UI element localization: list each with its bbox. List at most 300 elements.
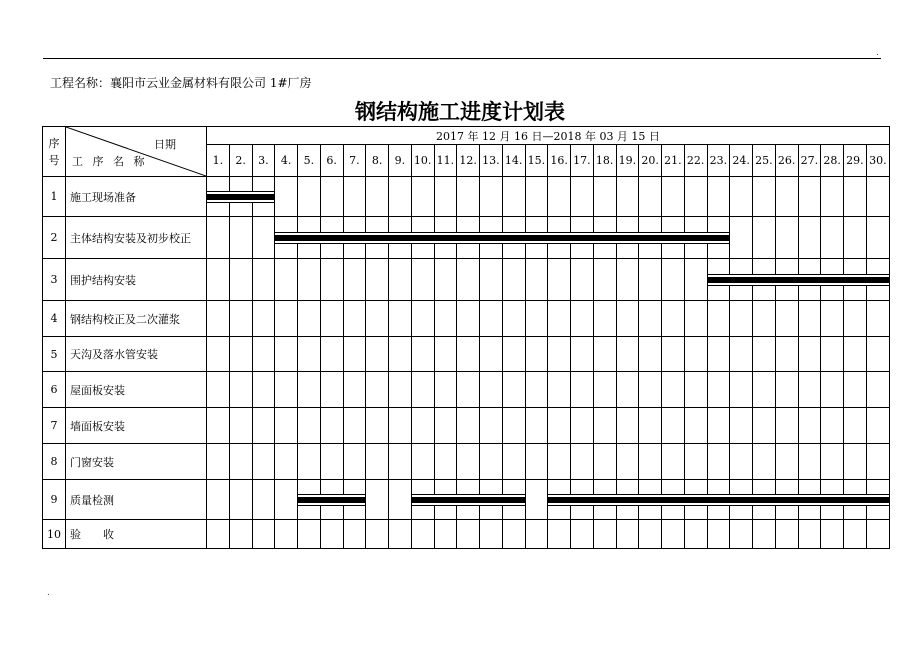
day-cell — [844, 408, 867, 444]
day-cell — [548, 520, 571, 549]
day-cell — [753, 177, 776, 217]
day-cell — [707, 444, 730, 480]
gantt-bar — [207, 194, 275, 200]
day-cell — [707, 520, 730, 549]
day-cell — [298, 444, 321, 480]
day-cell — [275, 259, 298, 301]
day-cell — [821, 301, 844, 337]
gantt-bar — [411, 497, 525, 503]
day-cell — [844, 372, 867, 408]
day-cell — [434, 444, 457, 480]
day-cell — [844, 217, 867, 259]
day-cell — [730, 177, 753, 217]
page-title: 钢结构施工进度计划表 — [355, 99, 565, 124]
day-cell — [502, 408, 525, 444]
day-cell — [684, 259, 707, 301]
day-cell — [298, 408, 321, 444]
day-header: 28. — [821, 145, 844, 177]
day-cell — [571, 301, 594, 337]
schedule-table — [42, 126, 890, 549]
day-cell — [662, 259, 685, 301]
day-cell — [707, 408, 730, 444]
day-cell — [844, 177, 867, 217]
day-header: 17. — [571, 145, 594, 177]
day-cell — [684, 337, 707, 372]
day-cell — [525, 177, 548, 217]
row-task-name: 钢结构校正及二次灌浆 — [66, 301, 207, 337]
day-cell — [457, 408, 480, 444]
day-cell — [525, 480, 548, 520]
day-cell — [252, 217, 275, 259]
day-cell — [775, 372, 798, 408]
day-cell — [298, 177, 321, 217]
day-cell — [616, 444, 639, 480]
row-task-name: 门窗安装 — [66, 444, 207, 480]
row-seq: 4 — [43, 301, 66, 337]
day-header: 24. — [730, 145, 753, 177]
day-cell — [866, 408, 889, 444]
day-cell — [821, 520, 844, 549]
row-seq: 10 — [43, 520, 66, 549]
day-cell — [866, 372, 889, 408]
day-cell — [571, 408, 594, 444]
day-cell — [821, 408, 844, 444]
day-header: 18. — [593, 145, 616, 177]
day-cell — [798, 520, 821, 549]
day-header: 1. — [207, 145, 230, 177]
day-cell — [480, 520, 503, 549]
day-cell — [662, 372, 685, 408]
day-cell — [389, 520, 412, 549]
day-cell — [411, 372, 434, 408]
day-cell — [320, 301, 343, 337]
day-cell — [662, 444, 685, 480]
corner-dot: . — [876, 48, 879, 58]
row-seq: 3 — [43, 259, 66, 301]
day-cell — [389, 177, 412, 217]
day-header: 12. — [457, 145, 480, 177]
day-cell — [366, 301, 389, 337]
day-cell — [775, 337, 798, 372]
day-cell — [775, 301, 798, 337]
day-cell — [593, 408, 616, 444]
day-cell — [389, 301, 412, 337]
day-cell — [411, 301, 434, 337]
day-cell — [343, 408, 366, 444]
day-header: 10. — [411, 145, 434, 177]
day-cell — [366, 520, 389, 549]
day-cell — [730, 520, 753, 549]
day-cell — [320, 372, 343, 408]
table-row — [43, 408, 890, 444]
day-cell — [616, 301, 639, 337]
day-header: 19. — [616, 145, 639, 177]
day-cell — [775, 444, 798, 480]
day-cell — [229, 301, 252, 337]
day-header: 5. — [298, 145, 321, 177]
day-cell — [411, 408, 434, 444]
row-seq: 8 — [43, 444, 66, 480]
day-cell — [457, 444, 480, 480]
day-cell — [252, 259, 275, 301]
day-cell — [207, 217, 230, 259]
day-cell — [730, 444, 753, 480]
day-cell — [298, 301, 321, 337]
day-cell — [207, 408, 230, 444]
day-cell — [662, 301, 685, 337]
day-cell — [593, 520, 616, 549]
project-name: 工程名称：襄阳市云业金属材料有限公司 1#厂房 — [50, 76, 312, 90]
day-cell — [798, 301, 821, 337]
day-cell — [411, 444, 434, 480]
date-range: 2017 年 12 月 16 日—2018 年 03 月 15 日 — [207, 127, 890, 145]
day-header: 9. — [389, 145, 412, 177]
day-cell — [457, 337, 480, 372]
day-cell — [707, 372, 730, 408]
day-header: 25. — [753, 145, 776, 177]
day-cell — [434, 301, 457, 337]
day-cell — [434, 259, 457, 301]
day-cell — [548, 177, 571, 217]
day-cell — [639, 337, 662, 372]
day-cell — [252, 520, 275, 549]
day-cell — [821, 444, 844, 480]
day-cell — [434, 520, 457, 549]
day-cell — [662, 177, 685, 217]
day-cell — [252, 337, 275, 372]
day-cell — [798, 408, 821, 444]
day-cell — [616, 337, 639, 372]
day-cell — [343, 177, 366, 217]
day-cell — [502, 259, 525, 301]
day-header: 4. — [275, 145, 298, 177]
day-cell — [821, 177, 844, 217]
day-cell — [480, 408, 503, 444]
day-cell — [275, 372, 298, 408]
day-cell — [480, 372, 503, 408]
day-cell — [525, 372, 548, 408]
day-cell — [480, 337, 503, 372]
day-cell — [502, 301, 525, 337]
day-cell — [525, 444, 548, 480]
day-cell — [571, 337, 594, 372]
day-cell — [411, 177, 434, 217]
day-cell — [753, 520, 776, 549]
day-header: 11. — [434, 145, 457, 177]
day-cell — [411, 337, 434, 372]
day-cell — [616, 372, 639, 408]
day-cell — [684, 444, 707, 480]
day-cell — [320, 259, 343, 301]
day-cell — [571, 520, 594, 549]
day-cell — [275, 520, 298, 549]
day-cell — [525, 301, 548, 337]
day-cell — [593, 301, 616, 337]
day-cell — [662, 520, 685, 549]
day-cell — [457, 177, 480, 217]
day-cell — [298, 372, 321, 408]
day-cell — [844, 444, 867, 480]
day-cell — [411, 520, 434, 549]
day-cell — [229, 217, 252, 259]
day-header: 13. — [480, 145, 503, 177]
day-cell — [275, 444, 298, 480]
day-cell — [775, 408, 798, 444]
day-cell — [866, 217, 889, 259]
day-cell — [343, 520, 366, 549]
seq-header: 序 号 — [43, 127, 66, 177]
day-cell — [616, 520, 639, 549]
day-cell — [252, 372, 275, 408]
day-cell — [753, 444, 776, 480]
day-cell — [684, 301, 707, 337]
day-cell — [844, 337, 867, 372]
corner-dot: . — [47, 588, 50, 598]
day-cell — [593, 337, 616, 372]
day-cell — [434, 372, 457, 408]
day-cell — [389, 408, 412, 444]
corner-header — [66, 127, 207, 177]
gantt-bar — [298, 497, 366, 503]
day-header: 3. — [252, 145, 275, 177]
day-header: 23. — [707, 145, 730, 177]
day-cell — [207, 520, 230, 549]
day-cell — [593, 444, 616, 480]
day-header: 20. — [639, 145, 662, 177]
day-cell — [229, 372, 252, 408]
day-cell — [275, 177, 298, 217]
day-cell — [616, 259, 639, 301]
day-cell — [821, 372, 844, 408]
row-seq: 1 — [43, 177, 66, 217]
day-cell — [548, 301, 571, 337]
row-task-name: 围护结构安装 — [66, 259, 207, 301]
day-cell — [457, 520, 480, 549]
day-cell — [730, 408, 753, 444]
row-task-name: 主体结构安装及初步校正 — [66, 217, 207, 259]
day-cell — [639, 444, 662, 480]
table-row — [43, 177, 890, 217]
day-cell — [252, 301, 275, 337]
day-cell — [343, 337, 366, 372]
day-cell — [366, 444, 389, 480]
day-cell — [343, 301, 366, 337]
day-cell — [548, 337, 571, 372]
day-cell — [821, 337, 844, 372]
header-rule — [43, 58, 881, 59]
day-header: 14. — [502, 145, 525, 177]
day-cell — [320, 337, 343, 372]
day-cell — [320, 177, 343, 217]
day-cell — [480, 259, 503, 301]
day-cell — [798, 372, 821, 408]
day-cell — [229, 520, 252, 549]
gantt-bar — [275, 235, 730, 241]
day-cell — [366, 177, 389, 217]
row-task-name: 质量检测 — [66, 480, 207, 520]
day-cell — [753, 217, 776, 259]
day-header: 22. — [684, 145, 707, 177]
day-cell — [639, 408, 662, 444]
day-header: 6. — [320, 145, 343, 177]
day-cell — [866, 177, 889, 217]
day-cell — [229, 480, 252, 520]
day-cell — [229, 444, 252, 480]
table-row — [43, 337, 890, 372]
day-cell — [730, 337, 753, 372]
day-header: 26. — [775, 145, 798, 177]
day-cell — [229, 259, 252, 301]
day-cell — [866, 444, 889, 480]
day-cell — [525, 408, 548, 444]
day-cell — [798, 217, 821, 259]
day-cell — [639, 520, 662, 549]
day-cell — [366, 259, 389, 301]
day-cell — [684, 408, 707, 444]
day-cell — [593, 372, 616, 408]
day-cell — [207, 444, 230, 480]
gantt-bar — [707, 277, 889, 283]
day-cell — [775, 177, 798, 217]
day-cell — [207, 372, 230, 408]
day-cell — [753, 408, 776, 444]
day-cell — [707, 301, 730, 337]
day-cell — [548, 372, 571, 408]
day-cell — [320, 520, 343, 549]
day-cell — [366, 480, 389, 520]
day-cell — [844, 520, 867, 549]
day-cell — [275, 408, 298, 444]
day-cell — [480, 444, 503, 480]
day-cell — [343, 259, 366, 301]
day-cell — [775, 217, 798, 259]
day-cell — [639, 177, 662, 217]
day-cell — [798, 444, 821, 480]
row-seq: 7 — [43, 408, 66, 444]
day-cell — [502, 177, 525, 217]
day-cell — [502, 337, 525, 372]
day-cell — [298, 337, 321, 372]
day-cell — [684, 177, 707, 217]
day-cell — [616, 408, 639, 444]
day-header: 30. — [866, 145, 889, 177]
day-cell — [571, 259, 594, 301]
day-header: 29. — [844, 145, 867, 177]
day-cell — [320, 444, 343, 480]
day-cell — [571, 372, 594, 408]
day-cell — [525, 259, 548, 301]
date-header: 日期 — [154, 138, 176, 151]
row-seq: 5 — [43, 337, 66, 372]
day-header: 2. — [229, 145, 252, 177]
day-cell — [707, 177, 730, 217]
day-cell — [525, 337, 548, 372]
day-cell — [866, 337, 889, 372]
day-cell — [298, 259, 321, 301]
day-cell — [548, 444, 571, 480]
day-cell — [502, 520, 525, 549]
row-task-name: 验 收 — [66, 520, 207, 549]
day-cell — [593, 259, 616, 301]
day-cell — [366, 372, 389, 408]
day-cell — [343, 444, 366, 480]
row-task-name: 天沟及落水管安装 — [66, 337, 207, 372]
day-cell — [252, 408, 275, 444]
day-cell — [252, 480, 275, 520]
day-cell — [753, 337, 776, 372]
day-cell — [639, 259, 662, 301]
day-cell — [457, 372, 480, 408]
day-cell — [343, 372, 366, 408]
day-header: 8. — [366, 145, 389, 177]
day-cell — [366, 337, 389, 372]
day-cell — [866, 301, 889, 337]
day-cell — [684, 372, 707, 408]
day-cell — [389, 259, 412, 301]
day-cell — [775, 520, 798, 549]
day-cell — [207, 301, 230, 337]
day-header: 21. — [662, 145, 685, 177]
day-cell — [639, 372, 662, 408]
day-cell — [571, 177, 594, 217]
row-task-name: 屋面板安装 — [66, 372, 207, 408]
row-task-name: 墙面板安装 — [66, 408, 207, 444]
row-seq: 9 — [43, 480, 66, 520]
day-cell — [389, 337, 412, 372]
table-row — [43, 520, 890, 549]
day-cell — [434, 408, 457, 444]
day-cell — [502, 372, 525, 408]
day-cell — [366, 408, 389, 444]
day-cell — [593, 177, 616, 217]
day-cell — [389, 480, 412, 520]
day-cell — [207, 337, 230, 372]
day-cell — [616, 177, 639, 217]
task-header: 工 序 名 称 — [72, 155, 148, 168]
day-cell — [275, 480, 298, 520]
day-cell — [571, 444, 594, 480]
day-cell — [252, 444, 275, 480]
day-cell — [525, 520, 548, 549]
day-cell — [730, 301, 753, 337]
day-cell — [730, 372, 753, 408]
table-row — [43, 301, 890, 337]
day-cell — [753, 372, 776, 408]
day-cell — [821, 217, 844, 259]
day-cell — [229, 337, 252, 372]
day-cell — [798, 337, 821, 372]
day-cell — [662, 337, 685, 372]
table-row — [43, 444, 890, 480]
day-cell — [434, 177, 457, 217]
day-cell — [389, 372, 412, 408]
day-cell — [548, 259, 571, 301]
day-cell — [320, 408, 343, 444]
row-seq: 6 — [43, 372, 66, 408]
day-cell — [480, 301, 503, 337]
day-cell — [275, 337, 298, 372]
day-cell — [207, 259, 230, 301]
day-cell — [275, 301, 298, 337]
day-cell — [662, 408, 685, 444]
day-cell — [411, 259, 434, 301]
day-cell — [548, 408, 571, 444]
day-cell — [298, 520, 321, 549]
day-cell — [457, 259, 480, 301]
day-cell — [502, 444, 525, 480]
day-cell — [844, 301, 867, 337]
day-cell — [457, 301, 480, 337]
